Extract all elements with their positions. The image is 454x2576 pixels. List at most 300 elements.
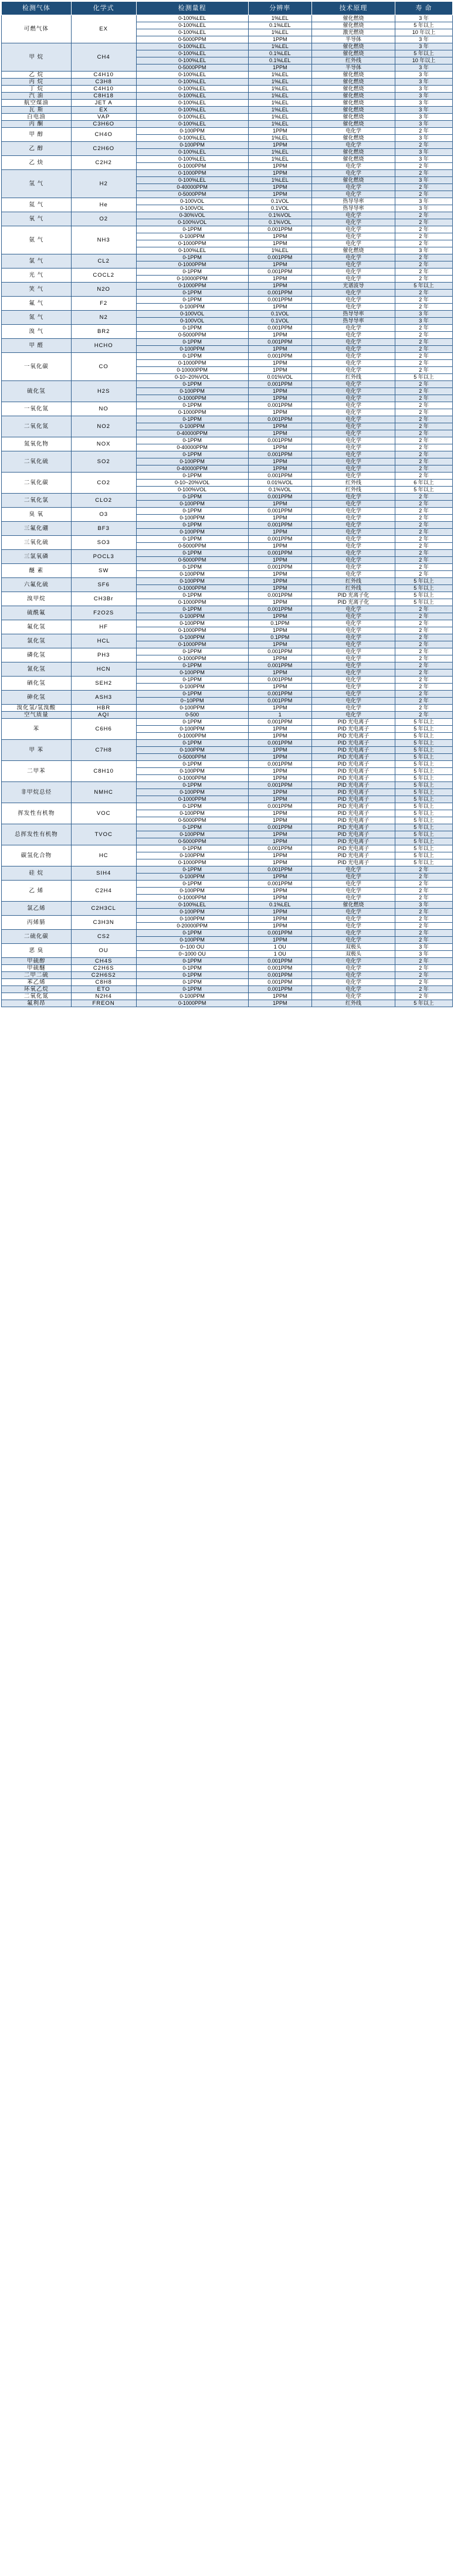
- cell-resolution: 0.001PPM: [248, 719, 311, 726]
- cell-chemical-formula: SW: [71, 564, 136, 578]
- cell-life: 3 年: [395, 135, 452, 142]
- cell-life: 5 年以上: [395, 803, 452, 810]
- cell-life: 3 年: [395, 944, 452, 951]
- cell-life: 5 年以上: [395, 719, 452, 726]
- cell-technology: 电化学: [311, 465, 395, 473]
- cell-life: 2 年: [395, 684, 452, 691]
- table-row: [2, 437, 453, 444]
- cell-detection-range: 0-500: [136, 712, 248, 719]
- cell-chemical-formula: CH3Br: [71, 592, 136, 606]
- cell-gas-name: 硅 烷: [2, 866, 72, 881]
- cell-detection-range: 0-5000PPM: [136, 754, 248, 761]
- cell-life: 3 年: [395, 86, 452, 93]
- cell-technology: PID 光电离子: [311, 754, 395, 761]
- cell-chemical-formula: HCHO: [71, 339, 136, 353]
- cell-gas-name: 甲 醛: [2, 339, 72, 353]
- cell-life: 2 年: [395, 662, 452, 670]
- cell-technology: 电化学: [311, 346, 395, 353]
- cell-detection-range: 0-1000PPM: [136, 395, 248, 402]
- cell-life: 5 年以上: [395, 726, 452, 733]
- table-row: [2, 550, 453, 557]
- cell-resolution: 1PPM: [248, 733, 311, 740]
- cell-life: 2 年: [395, 170, 452, 177]
- table-row: [2, 339, 453, 346]
- cell-resolution: 0.001PPM: [248, 325, 311, 332]
- cell-detection-range: 0-1PPM: [136, 473, 248, 480]
- cell-technology: 电化学: [311, 304, 395, 311]
- cell-life: 2 年: [395, 325, 452, 332]
- cell-resolution: 0.001PPM: [248, 866, 311, 874]
- table-row: [2, 620, 453, 627]
- cell-technology: 电化学: [311, 353, 395, 360]
- cell-detection-range: 0-100%LEL: [136, 135, 248, 142]
- cell-resolution: 1PPM: [248, 233, 311, 240]
- cell-life: 2 年: [395, 128, 452, 135]
- cell-detection-range: 0~100 OU: [136, 944, 248, 951]
- cell-technology: 电化学: [311, 712, 395, 719]
- table-body: [2, 15, 453, 1007]
- cell-technology: 电化学: [311, 184, 395, 191]
- cell-detection-range: 0-1PPM: [136, 740, 248, 747]
- cell-life: 2 年: [395, 965, 452, 972]
- cell-detection-range: 0-100%LEL: [136, 114, 248, 121]
- cell-life: 2 年: [395, 529, 452, 536]
- cell-chemical-formula: C3H6O: [71, 121, 136, 128]
- cell-technology: 催化燃烧: [311, 114, 395, 121]
- cell-life: 2 年: [395, 909, 452, 916]
- cell-technology: 双极头: [311, 951, 395, 958]
- cell-life: 3 年: [395, 311, 452, 318]
- cell-detection-range: 0-100VOL: [136, 198, 248, 205]
- cell-detection-range: 0-1PPM: [136, 592, 248, 599]
- cell-detection-range: 0-1000PPM: [136, 655, 248, 662]
- cell-detection-range: 0-1PPM: [136, 691, 248, 698]
- cell-technology: 激光燃烧: [311, 29, 395, 36]
- cell-life: 3 年: [395, 114, 452, 121]
- table-row: [2, 965, 453, 972]
- cell-resolution: 0.001PPM: [248, 958, 311, 965]
- cell-detection-range: 0-100%LEL: [136, 57, 248, 64]
- cell-chemical-formula: HBR: [71, 705, 136, 712]
- table-row: [2, 325, 453, 332]
- cell-chemical-formula: NO: [71, 402, 136, 416]
- cell-resolution: 1%LEL: [248, 114, 311, 121]
- cell-resolution: 1PPM: [248, 261, 311, 269]
- cell-resolution: 1%LEL: [248, 93, 311, 100]
- cell-chemical-formula: CH4S: [71, 958, 136, 965]
- cell-detection-range: 0-1PPM: [136, 845, 248, 852]
- cell-technology: 电化学: [311, 881, 395, 888]
- cell-resolution: 0.001PPM: [248, 662, 311, 670]
- cell-life: 2 年: [395, 620, 452, 627]
- table-row: [2, 761, 453, 768]
- cell-technology: 电化学: [311, 269, 395, 276]
- cell-resolution: 1PPM: [248, 142, 311, 149]
- cell-technology: 电化学: [311, 430, 395, 437]
- cell-resolution: 0.001PPM: [248, 381, 311, 388]
- cell-life: 2 年: [395, 874, 452, 881]
- cell-life: 3 年: [395, 177, 452, 184]
- cell-technology: PID 光电离子: [311, 775, 395, 782]
- cell-resolution: 1%LEL: [248, 247, 311, 254]
- cell-detection-range: 0-1PPM: [136, 297, 248, 304]
- cell-chemical-formula: ETO: [71, 986, 136, 993]
- cell-detection-range: 0-40000PPM: [136, 444, 248, 451]
- cell-detection-range: 0-30%VOL: [136, 212, 248, 219]
- table-row: [2, 473, 453, 480]
- cell-technology: 电化学: [311, 613, 395, 620]
- cell-gas-name: 乙 炔: [2, 156, 72, 170]
- cell-life: 3 年: [395, 156, 452, 163]
- cell-detection-range: 0-100%LEL: [136, 50, 248, 57]
- cell-gas-name: 氰化氢: [2, 662, 72, 677]
- cell-detection-range: 0-100PPM: [136, 423, 248, 430]
- cell-resolution: 1PPM: [248, 655, 311, 662]
- cell-chemical-formula: JET A: [71, 100, 136, 107]
- cell-life: 5 年以上: [395, 754, 452, 761]
- cell-technology: 热导导率: [311, 311, 395, 318]
- table-row: [2, 803, 453, 810]
- cell-chemical-formula: H2S: [71, 381, 136, 402]
- cell-technology: PID 光电离子: [311, 810, 395, 817]
- cell-gas-name: 挥发性有机物: [2, 803, 72, 824]
- cell-detection-range: 0-10~20%VOL: [136, 480, 248, 487]
- cell-resolution: 1PPM: [248, 775, 311, 782]
- cell-technology: 电化学: [311, 571, 395, 578]
- cell-life: 2 年: [395, 360, 452, 367]
- cell-technology: 电化学: [311, 254, 395, 261]
- cell-detection-range: 0-1PPM: [136, 881, 248, 888]
- cell-detection-range: 0-100%LEL: [136, 107, 248, 114]
- cell-technology: 红外线: [311, 480, 395, 487]
- table-row: [2, 100, 453, 107]
- cell-resolution: 0.001PPM: [248, 606, 311, 613]
- cell-detection-range: 0-1PPM: [136, 536, 248, 543]
- cell-resolution: 1PPM: [248, 64, 311, 72]
- cell-technology: 催化燃烧: [311, 15, 395, 22]
- cell-resolution: 1%LEL: [248, 149, 311, 156]
- cell-life: 5 年以上: [395, 487, 452, 494]
- cell-chemical-formula: C3H3N: [71, 916, 136, 930]
- cell-detection-range: 0-100VOL: [136, 205, 248, 212]
- cell-detection-range: 0-100PPM: [136, 909, 248, 916]
- cell-resolution: 1PPM: [248, 444, 311, 451]
- cell-resolution: 1: [248, 712, 311, 719]
- cell-life: 2 年: [395, 416, 452, 423]
- cell-technology: 电化学: [311, 655, 395, 662]
- cell-technology: PID 光电离子: [311, 768, 395, 775]
- cell-resolution: 0.1%LEL: [248, 57, 311, 64]
- cell-gas-name: 二氧化氮: [2, 416, 72, 437]
- cell-life: 2 年: [395, 888, 452, 895]
- cell-technology: 催化燃烧: [311, 50, 395, 57]
- cell-life: 2 年: [395, 346, 452, 353]
- cell-detection-range: 0-100PPM: [136, 613, 248, 620]
- cell-life: 5 年以上: [395, 1000, 452, 1007]
- cell-gas-name: 氧 气: [2, 212, 72, 226]
- cell-resolution: 1PPM: [248, 395, 311, 402]
- cell-life: 5 年以上: [395, 761, 452, 768]
- cell-resolution: 0.001PPM: [248, 290, 311, 297]
- cell-gas-name: 溴甲烷: [2, 592, 72, 606]
- cell-life: 2 年: [395, 550, 452, 557]
- table-row: [2, 93, 453, 100]
- table-row: [2, 866, 453, 874]
- cell-resolution: 1PPM: [248, 388, 311, 395]
- cell-chemical-formula: C4H10: [71, 72, 136, 79]
- cell-resolution: 1PPM: [248, 888, 311, 895]
- cell-life: 2 年: [395, 866, 452, 874]
- cell-gas-name: 醚 素: [2, 564, 72, 578]
- table-row: [2, 648, 453, 655]
- cell-detection-range: 0-100PPM: [136, 529, 248, 536]
- cell-technology: 电化学: [311, 529, 395, 536]
- cell-life: 5 年以上: [395, 782, 452, 789]
- cell-resolution: 1PPM: [248, 831, 311, 838]
- cell-resolution: 0.001PPM: [248, 522, 311, 529]
- cell-gas-name: 氟 气: [2, 297, 72, 311]
- cell-technology: 电化学: [311, 170, 395, 177]
- cell-detection-range: 0-1PPM: [136, 866, 248, 874]
- cell-detection-range: 0-5000PPM: [136, 191, 248, 198]
- cell-gas-name: 空气质量: [2, 712, 72, 719]
- cell-detection-range: 0-100PPM: [136, 670, 248, 677]
- cell-detection-range: 0-1PPM: [136, 437, 248, 444]
- cell-detection-range: 0-100PPM: [136, 620, 248, 627]
- table-row: [2, 416, 453, 423]
- cell-chemical-formula: C6H6: [71, 719, 136, 740]
- cell-resolution: 1%LEL: [248, 135, 311, 142]
- cell-chemical-formula: F2O2S: [71, 606, 136, 620]
- cell-life: 5 年以上: [395, 592, 452, 599]
- column-header-resolution: 分辨率: [248, 2, 311, 15]
- cell-resolution: 0.001PPM: [248, 416, 311, 423]
- cell-detection-range: 0-1PPM: [136, 564, 248, 571]
- cell-resolution: 0.001PPM: [248, 803, 311, 810]
- table-row: [2, 198, 453, 205]
- cell-resolution: 1PPM: [248, 240, 311, 247]
- cell-life: 5 年以上: [395, 599, 452, 606]
- table-row: [2, 402, 453, 409]
- cell-technology: 电化学: [311, 677, 395, 684]
- cell-chemical-formula: PH3: [71, 648, 136, 662]
- cell-resolution: 1PPM: [248, 852, 311, 859]
- cell-life: 3 年: [395, 149, 452, 156]
- cell-detection-range: 0-100PPM: [136, 142, 248, 149]
- cell-detection-range: 0-1PPM: [136, 979, 248, 986]
- cell-life: 3 年: [395, 107, 452, 114]
- cell-technology: 电化学: [311, 191, 395, 198]
- cell-chemical-formula: CH4O: [71, 128, 136, 142]
- cell-technology: 热导导率: [311, 198, 395, 205]
- cell-technology: 电化学: [311, 557, 395, 564]
- cell-life: 3 年: [395, 100, 452, 107]
- cell-detection-range: 0-1PPM: [136, 824, 248, 831]
- cell-technology: 电化学: [311, 888, 395, 895]
- cell-technology: 电化学: [311, 332, 395, 339]
- cell-detection-range: 0-1PPM: [136, 972, 248, 979]
- cell-detection-range: 0-10000PPM: [136, 276, 248, 283]
- cell-gas-name: 二氧化氯: [2, 494, 72, 508]
- cell-gas-name: 硫化氢: [2, 381, 72, 402]
- table-row: [2, 353, 453, 360]
- cell-resolution: 1%LEL: [248, 177, 311, 184]
- cell-life: 2 年: [395, 508, 452, 515]
- cell-resolution: 1PPM: [248, 670, 311, 677]
- table-row: [2, 677, 453, 684]
- cell-resolution: 1PPM: [248, 916, 311, 923]
- cell-technology: 电化学: [311, 698, 395, 705]
- cell-chemical-formula: He: [71, 198, 136, 212]
- cell-life: 2 年: [395, 606, 452, 613]
- header-row: [2, 2, 453, 15]
- cell-resolution: 1PPM: [248, 789, 311, 796]
- cell-gas-name: 三氯氧磷: [2, 550, 72, 564]
- cell-life: 3 年: [395, 951, 452, 958]
- cell-resolution: 0.001PPM: [248, 494, 311, 501]
- cell-gas-name: 航空煤油: [2, 100, 72, 107]
- table-row: [2, 958, 453, 965]
- cell-technology: 电化学: [311, 367, 395, 374]
- cell-gas-name: 氮氧化物: [2, 437, 72, 451]
- cell-resolution: 0.1VOL: [248, 318, 311, 325]
- cell-resolution: 1PPM: [248, 641, 311, 648]
- cell-detection-range: 0-100PPM: [136, 578, 248, 585]
- cell-technology: 催化燃烧: [311, 22, 395, 29]
- cell-detection-range: 0-100%LEL: [136, 22, 248, 29]
- cell-technology: 催化燃烧: [311, 149, 395, 156]
- cell-gas-name: 恶 臭: [2, 944, 72, 958]
- table-row: [2, 578, 453, 585]
- cell-life: 2 年: [395, 332, 452, 339]
- cell-detection-range: 0-100%LEL: [136, 43, 248, 50]
- cell-life: 2 年: [395, 881, 452, 888]
- cell-detection-range: 0-1000PPM: [136, 261, 248, 269]
- cell-technology: 电化学: [311, 501, 395, 508]
- cell-technology: 催化燃烧: [311, 86, 395, 93]
- cell-chemical-formula: AQI: [71, 712, 136, 719]
- cell-life: 2 年: [395, 930, 452, 937]
- cell-chemical-formula: C8H10: [71, 761, 136, 782]
- cell-detection-range: 0-1PPM: [136, 550, 248, 557]
- cell-technology: PID 光电离子: [311, 789, 395, 796]
- cell-gas-name: 氢 气: [2, 170, 72, 198]
- cell-technology: 电化学: [311, 874, 395, 881]
- cell-life: 2 年: [395, 142, 452, 149]
- cell-detection-range: 0-1000PPM: [136, 796, 248, 803]
- table-row: [2, 634, 453, 641]
- cell-life: 2 年: [395, 269, 452, 276]
- cell-detection-range: 0-100PPM: [136, 233, 248, 240]
- cell-gas-name: 二氧化氮: [2, 993, 72, 1000]
- cell-resolution: 1PPM: [248, 754, 311, 761]
- cell-resolution: 1PPM: [248, 423, 311, 430]
- cell-life: 5 年以上: [395, 585, 452, 592]
- cell-detection-range: 0-100%LEL: [136, 93, 248, 100]
- cell-chemical-formula: CH4: [71, 43, 136, 72]
- cell-resolution: 1%LEL: [248, 156, 311, 163]
- cell-resolution: 1%LEL: [248, 43, 311, 50]
- cell-technology: 红外线: [311, 578, 395, 585]
- cell-detection-range: 0-100PPM: [136, 571, 248, 578]
- cell-technology: 电化学: [311, 276, 395, 283]
- cell-life: 5 年以上: [395, 733, 452, 740]
- cell-detection-range: 0-100VOL: [136, 311, 248, 318]
- cell-resolution: 0.001PPM: [248, 965, 311, 972]
- cell-technology: 电化学: [311, 634, 395, 641]
- cell-chemical-formula: NH3: [71, 226, 136, 254]
- cell-resolution: 1PPM: [248, 817, 311, 824]
- cell-resolution: 1 OU: [248, 944, 311, 951]
- cell-chemical-formula: OU: [71, 944, 136, 958]
- cell-detection-range: 0-100PPM: [136, 346, 248, 353]
- cell-resolution: 1PPM: [248, 501, 311, 508]
- cell-resolution: 1PPM: [248, 684, 311, 691]
- cell-life: 3 年: [395, 247, 452, 254]
- cell-life: 2 年: [395, 381, 452, 388]
- cell-chemical-formula: VAP: [71, 114, 136, 121]
- cell-detection-range: 0-100%LEL: [136, 247, 248, 254]
- cell-life: 2 年: [395, 958, 452, 965]
- cell-technology: 电化学: [311, 458, 395, 465]
- cell-gas-name: 臭 氧: [2, 508, 72, 522]
- cell-detection-range: 0-100PPM: [136, 458, 248, 465]
- cell-life: 5 年以上: [395, 838, 452, 845]
- cell-resolution: 0.001PPM: [248, 226, 311, 233]
- cell-life: 3 年: [395, 93, 452, 100]
- cell-technology: 电化学: [311, 550, 395, 557]
- cell-life: 2 年: [395, 923, 452, 930]
- cell-technology: PID 光电离子: [311, 831, 395, 838]
- cell-technology: 电化学: [311, 444, 395, 451]
- cell-chemical-formula: O3: [71, 508, 136, 522]
- cell-detection-range: 0-100PPM: [136, 852, 248, 859]
- cell-life: 2 年: [395, 691, 452, 698]
- cell-technology: 催化燃烧: [311, 93, 395, 100]
- cell-resolution: 0.001PPM: [248, 979, 311, 986]
- cell-chemical-formula: SO3: [71, 536, 136, 550]
- table-row: [2, 993, 453, 1000]
- cell-technology: PID 光电离子: [311, 859, 395, 866]
- cell-chemical-formula: C3H8: [71, 79, 136, 86]
- cell-resolution: 1PPM: [248, 465, 311, 473]
- cell-detection-range: 0-1PPM: [136, 269, 248, 276]
- cell-life: 10 年以上: [395, 57, 452, 64]
- cell-life: 3 年: [395, 902, 452, 909]
- cell-resolution: 0.001PPM: [248, 437, 311, 444]
- cell-gas-name: 丙 酮: [2, 121, 72, 128]
- cell-resolution: 0.001PPM: [248, 254, 311, 261]
- cell-gas-name: 氯乙烯: [2, 902, 72, 916]
- cell-detection-range: 0-1PPM: [136, 986, 248, 993]
- cell-gas-name: 一氧化碳: [2, 353, 72, 381]
- cell-detection-range: 0~10PPM: [136, 698, 248, 705]
- table-row: [2, 269, 453, 276]
- cell-technology: 电化学: [311, 958, 395, 965]
- cell-technology: PID 光电离子: [311, 803, 395, 810]
- cell-life: 2 年: [395, 304, 452, 311]
- cell-resolution: 1%LEL: [248, 79, 311, 86]
- cell-resolution: 1PPM: [248, 543, 311, 550]
- table-row: [2, 782, 453, 789]
- cell-technology: 电化学: [311, 522, 395, 529]
- table-header: [2, 2, 453, 15]
- cell-detection-range: 0-1PPM: [136, 761, 248, 768]
- cell-detection-range: 0-1000PPM: [136, 283, 248, 290]
- table-row: [2, 916, 453, 923]
- cell-technology: 电化学: [311, 627, 395, 634]
- table-row: [2, 381, 453, 388]
